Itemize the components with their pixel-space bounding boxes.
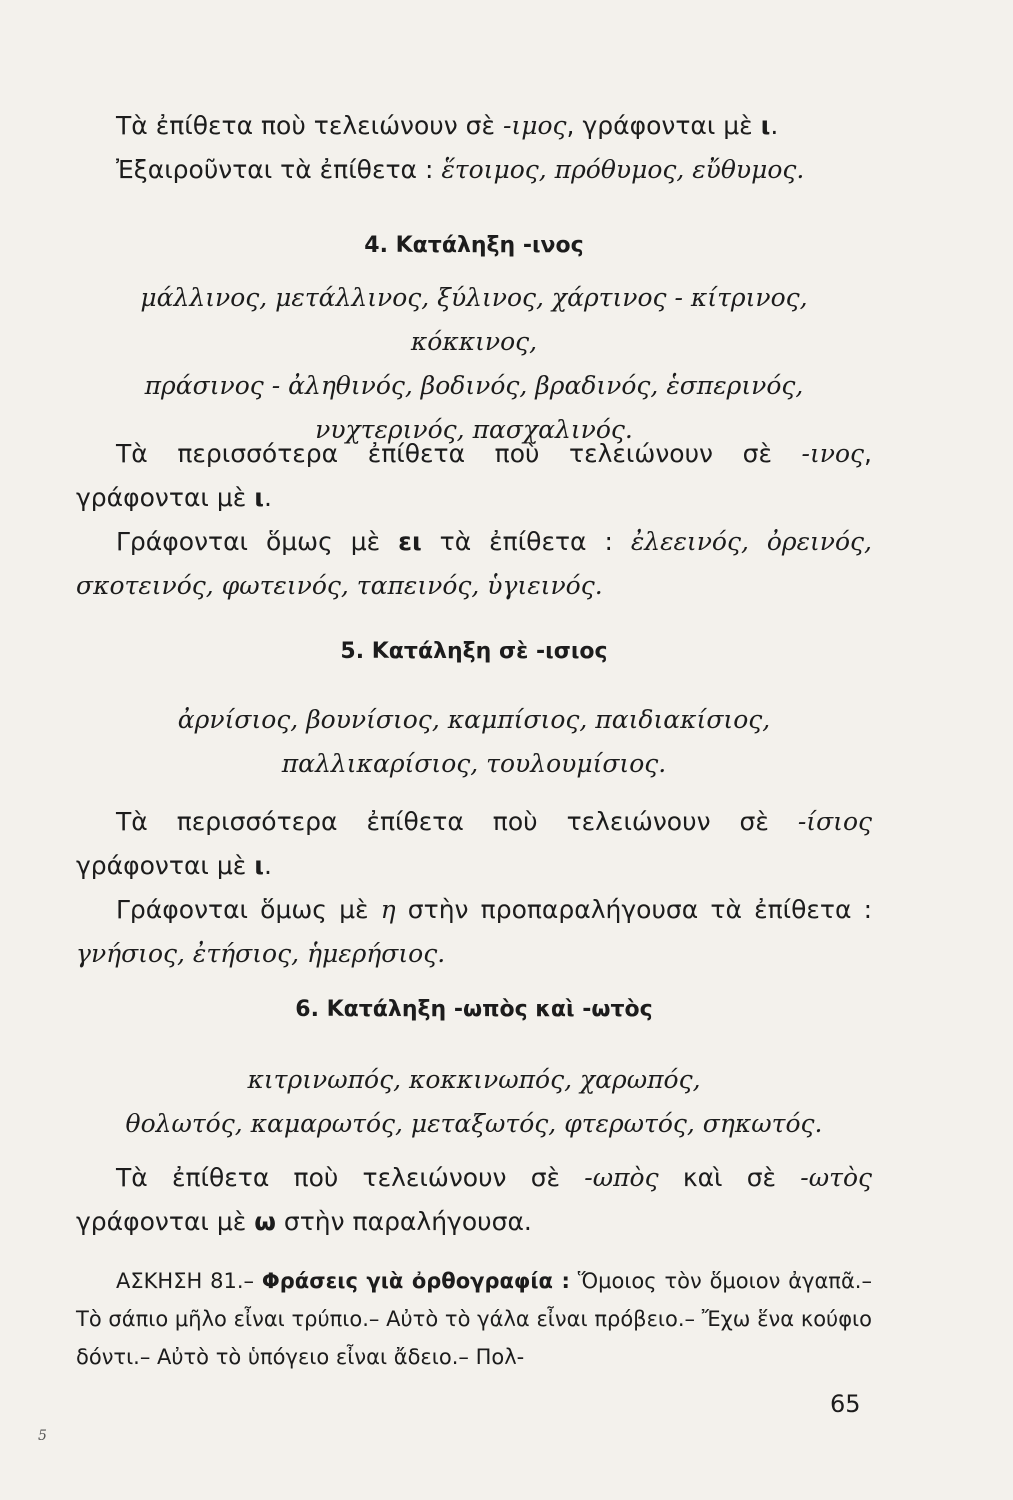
text: Τὰ ἐπίθετα ποὺ τελειώνουν σὲ <box>116 111 503 140</box>
exercise-label: ΑΣΚΗΣΗ 81.– <box>116 1269 262 1293</box>
exception-words: γνήσιος, ἐτήσιος, ἡμερήσιος. <box>76 939 446 968</box>
section-4-heading: 4. Κατάληξη -ινος <box>364 233 584 258</box>
corner-mark: 5 <box>38 1428 47 1444</box>
exercise-text: Ὅμοιος τὸν ὅμοιον ἀγαπᾶ.– Τὸ σάπιο μῆλο εἶναι τρύπιο.– Αὐτὸ τὸ γάλα εἶναι πρόβειο.– Ἔχω ἕνα κούφιο δόντι.– Αὐτὸ τὸ ὑπόγειο εἶναι ἄδειο.– Πολ- <box>76 1269 872 1369</box>
intro-line-1 <box>76 104 872 148</box>
example-line: ἀρνίσιος, βουνίσιος, καμπίσιος, παιδιακίσιος, <box>177 705 771 734</box>
text: Γράφονται ὅμως μὲ <box>116 895 381 924</box>
text: Ἐξαιροῦνται τὰ ἐπίθετα : <box>116 155 442 184</box>
letter-iota: ι <box>760 111 771 140</box>
exercise-title: Φράσεις γιὰ ὀρθογραφία : <box>261 1269 570 1293</box>
text: Γράφονται ὅμως μὲ <box>116 527 399 556</box>
text: , γράφονται μὲ <box>76 439 872 512</box>
text: γράφονται μὲ <box>76 1207 255 1236</box>
rule-paragraph <box>76 1156 872 1244</box>
ending-ωτος: -ωτὸς <box>800 1163 872 1192</box>
text: . <box>263 483 272 512</box>
letter-eta: η <box>380 895 396 924</box>
exception-words: ἐλεεινός, ὀρεινός, σκοτεινός, φωτεινός, ταπεινός, ὑγιεινός. <box>76 527 873 600</box>
intro-paragraph <box>76 104 872 192</box>
text: . <box>770 111 779 140</box>
text: στὴν παραλήγουσα. <box>275 1207 532 1236</box>
text: Τὰ ἐπίθετα ποὺ τελειώνουν σὲ <box>116 1163 585 1192</box>
letter-iota: ι <box>254 851 264 880</box>
section-5-examples <box>76 698 872 786</box>
text: τὰ ἐπίθετα : <box>421 527 631 556</box>
text: καὶ σὲ <box>658 1163 801 1192</box>
exercise-81 <box>76 1262 872 1376</box>
section-4-rule <box>76 432 872 608</box>
text: Τὰ περισσότερα ἐπίθετα ποὺ τελειώνουν σὲ <box>116 807 798 836</box>
example-line: μάλλινος, μετάλλινος, ξύλινος, χάρτινος - κίτρινος, κόκκινος, <box>140 283 808 356</box>
section-6-rule <box>76 1156 872 1244</box>
example-line: νυχτερινός, πασχαλινός. <box>315 415 633 444</box>
exception-paragraph <box>76 520 872 608</box>
ending-ινος: -ινος <box>801 439 865 468</box>
text: . <box>263 851 272 880</box>
ending-ιμος: -ιμος <box>502 111 567 140</box>
page-number: 65 <box>830 1390 861 1418</box>
example-line: κιτρινωπός, κοκκινωπός, χαρωπός, <box>247 1065 701 1094</box>
text: Τὰ περισσότερα ἐπίθετα ποὺ τελειώνουν σὲ <box>116 439 802 468</box>
example-line: πράσινος - ἀληθινός, βοδινός, βραδινός, ἑσπερινός, <box>144 371 804 400</box>
section-5-rule <box>76 800 872 976</box>
section-4-examples <box>76 276 872 452</box>
section-6-examples <box>76 1058 872 1146</box>
ending-ισιος: -ίσιος <box>797 807 872 836</box>
letter-omega: ω <box>254 1207 276 1236</box>
letters-ει: ει <box>398 527 422 556</box>
exercise-paragraph <box>76 1262 872 1376</box>
ending-ωπος: -ωπὸς <box>584 1163 659 1192</box>
example-line: θολωτός, καμαρωτός, μεταξωτός, φτερωτός, σηκωτός. <box>125 1109 823 1138</box>
section-5-heading: 5. Κατάληξη σὲ -ισιος <box>340 639 608 664</box>
text: γράφονται μὲ <box>76 851 255 880</box>
exception-words: ἕτοιμος, πρόθυμος, εὔθυμος. <box>441 155 805 184</box>
example-line: παλλικαρίσιος, τουλουμίσιος. <box>281 749 667 778</box>
exception-paragraph <box>76 888 872 976</box>
intro-line-2 <box>76 148 872 192</box>
section-6-heading: 6. Κατάληξη -ωπὸς καὶ -ωτὸς <box>295 997 653 1022</box>
text: στὴν προπαραλήγουσα τὰ ἐπίθετα : <box>395 895 872 924</box>
rule-paragraph <box>76 800 872 888</box>
text: , γράφονται μὲ <box>566 111 761 140</box>
rule-paragraph <box>76 432 872 520</box>
letter-iota: ι <box>254 483 264 512</box>
